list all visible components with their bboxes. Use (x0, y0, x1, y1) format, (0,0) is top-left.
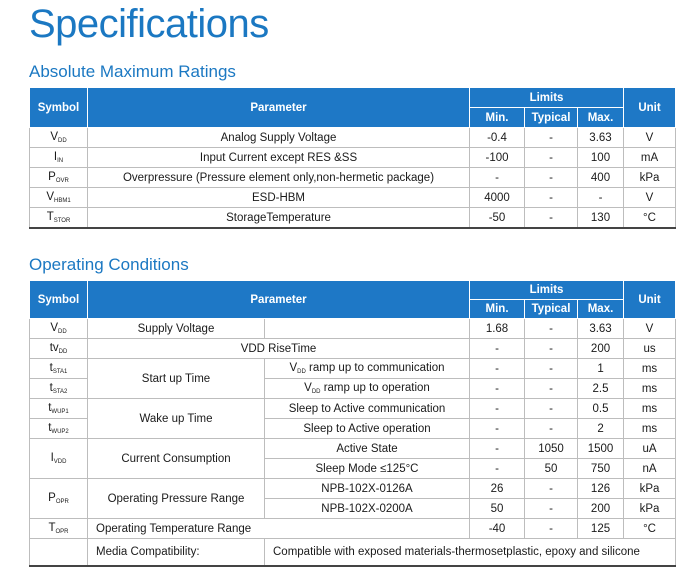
parameter-cell: Start up Time (88, 359, 265, 399)
parameter-cell: Overpressure (Pressure element only,non-hermetic package) (88, 168, 470, 188)
parameter-cell: Operating Pressure Range (88, 479, 265, 519)
parameter-cell: Operating Temperature Range (88, 519, 470, 539)
parameter-cell: VDD RiseTime (88, 339, 470, 359)
media-label: Media Compatibility: (88, 539, 265, 567)
unit-cell: V (624, 319, 676, 339)
condition-cell: $V_{DD}$ ramp up to operation (265, 379, 470, 399)
symbol-cell: $I_{VDD}$ (30, 439, 88, 479)
typical-cell: - (525, 359, 578, 379)
unit-cell: kPa (624, 479, 676, 499)
min-cell: -40 (470, 519, 525, 539)
max-cell: 100 (578, 148, 624, 168)
condition-cell: $V_{DD}$ ramp up to communication (265, 359, 470, 379)
typical-cell: - (525, 319, 578, 339)
typical-cell: - (525, 188, 578, 208)
typical-cell: - (525, 479, 578, 499)
unit-cell: °C (624, 519, 676, 539)
min-cell: 50 (470, 499, 525, 519)
symbol-cell: $P_{OVR}$ (30, 168, 88, 188)
parameter-cell: Current Consumption (88, 439, 265, 479)
table-row (30, 339, 676, 359)
min-cell: - (470, 379, 525, 399)
unit-cell: V (624, 188, 676, 208)
table-row (30, 539, 676, 567)
unit-cell: °C (624, 208, 676, 229)
typical-cell: - (525, 128, 578, 148)
op-header-limits: Limits (470, 281, 624, 300)
min-cell: - (470, 419, 525, 439)
unit-cell: ms (624, 419, 676, 439)
abs-header-min: Min. (470, 108, 525, 128)
table-row (30, 148, 676, 168)
max-cell: 400 (578, 168, 624, 188)
unit-cell: mA (624, 148, 676, 168)
max-cell: 200 (578, 339, 624, 359)
typical-cell: 1050 (525, 439, 578, 459)
max-cell: 200 (578, 499, 624, 519)
abs-max-table (29, 87, 676, 229)
unit-cell: ms (624, 359, 676, 379)
condition-cell: NPB-102X-0200A (265, 499, 470, 519)
condition-cell: Sleep to Active communication (265, 399, 470, 419)
min-cell: - (470, 168, 525, 188)
condition-cell (265, 319, 470, 339)
typical-cell: - (525, 499, 578, 519)
max-cell: 126 (578, 479, 624, 499)
max-cell: 130 (578, 208, 624, 229)
typical-cell: - (525, 399, 578, 419)
op-header-parameter: Parameter (88, 281, 470, 319)
op-header-symbol: Symbol (30, 281, 88, 319)
symbol-cell: $V_{DD}$ (30, 128, 88, 148)
symbol-cell: $tv_{DD}$ (30, 339, 88, 359)
typical-cell: - (525, 519, 578, 539)
parameter-cell: Supply Voltage (88, 319, 265, 339)
symbol-cell: $T_{OPR}$ (30, 519, 88, 539)
symbol-cell (30, 539, 88, 567)
symbol-cell: $T_{STOR}$ (30, 208, 88, 229)
abs-header-max: Max. (578, 108, 624, 128)
table-row (30, 319, 676, 339)
min-cell: 1.68 (470, 319, 525, 339)
typical-cell: - (525, 419, 578, 439)
condition-cell: Sleep Mode ≤125°C (265, 459, 470, 479)
min-cell: - (470, 359, 525, 379)
parameter-cell: Wake up Time (88, 399, 265, 439)
typical-cell: - (525, 208, 578, 229)
typical-cell: - (525, 168, 578, 188)
parameter-cell: ESD-HBM (88, 188, 470, 208)
max-cell: 125 (578, 519, 624, 539)
symbol-cell: $V_{DD}$ (30, 319, 88, 339)
min-cell: - (470, 439, 525, 459)
typical-cell: - (525, 379, 578, 399)
unit-cell: V (624, 128, 676, 148)
symbol-cell: $P_{OPR}$ (30, 479, 88, 519)
symbol-cell: $t_{WUP1}$ (30, 399, 88, 419)
table-row (30, 479, 676, 499)
min-cell: 4000 (470, 188, 525, 208)
min-cell: 26 (470, 479, 525, 499)
min-cell: -50 (470, 208, 525, 229)
unit-cell: ms (624, 379, 676, 399)
unit-cell: us (624, 339, 676, 359)
table-row (30, 359, 676, 379)
unit-cell: nA (624, 459, 676, 479)
max-cell: 750 (578, 459, 624, 479)
condition-cell: Sleep to Active operation (265, 419, 470, 439)
op-header-unit: Unit (624, 281, 676, 319)
abs-header-typical: Typical (525, 108, 578, 128)
abs-header-symbol: Symbol (30, 88, 88, 128)
condition-cell: Active State (265, 439, 470, 459)
max-cell: 0.5 (578, 399, 624, 419)
typical-cell: - (525, 339, 578, 359)
max-cell: 1500 (578, 439, 624, 459)
typical-cell: 50 (525, 459, 578, 479)
symbol-cell: $I_{IN}$ (30, 148, 88, 168)
abs-header-parameter: Parameter (88, 88, 470, 128)
abs-header-unit: Unit (624, 88, 676, 128)
page-title: Specifications (29, 2, 269, 46)
typical-cell: - (525, 148, 578, 168)
unit-cell: kPa (624, 168, 676, 188)
media-value: Compatible with exposed materials-thermosetplastic, epoxy and silicone (265, 539, 676, 567)
min-cell: - (470, 339, 525, 359)
min-cell: - (470, 399, 525, 419)
op-header-typical: Typical (525, 300, 578, 319)
op-header-max: Max. (578, 300, 624, 319)
abs-section-title: Absolute Maximum Ratings (29, 62, 236, 81)
table-row (30, 208, 676, 229)
symbol-cell: $t_{STA1}$ (30, 359, 88, 379)
op-section-title: Operating Conditions (29, 255, 189, 274)
parameter-cell: Analog Supply Voltage (88, 128, 470, 148)
max-cell: - (578, 188, 624, 208)
max-cell: 3.63 (578, 128, 624, 148)
unit-cell: kPa (624, 499, 676, 519)
unit-cell: ms (624, 399, 676, 419)
abs-header-limits: Limits (470, 88, 624, 108)
max-cell: 3.63 (578, 319, 624, 339)
table-row (30, 188, 676, 208)
condition-cell: NPB-102X-0126A (265, 479, 470, 499)
max-cell: 2.5 (578, 379, 624, 399)
parameter-cell: StorageTemperature (88, 208, 470, 229)
parameter-cell: Input Current except RES &SS (88, 148, 470, 168)
table-row (30, 128, 676, 148)
min-cell: -100 (470, 148, 525, 168)
min-cell: - (470, 459, 525, 479)
symbol-cell: $t_{STA2}$ (30, 379, 88, 399)
operating-conditions-table (29, 280, 676, 567)
table-row (30, 439, 676, 459)
max-cell: 1 (578, 359, 624, 379)
op-header-min: Min. (470, 300, 525, 319)
symbol-cell: $V_{HBM1}$ (30, 188, 88, 208)
symbol-cell: $t_{WUP2}$ (30, 419, 88, 439)
table-row (30, 168, 676, 188)
min-cell: -0.4 (470, 128, 525, 148)
table-row (30, 399, 676, 419)
max-cell: 2 (578, 419, 624, 439)
table-row (30, 519, 676, 539)
unit-cell: uA (624, 439, 676, 459)
